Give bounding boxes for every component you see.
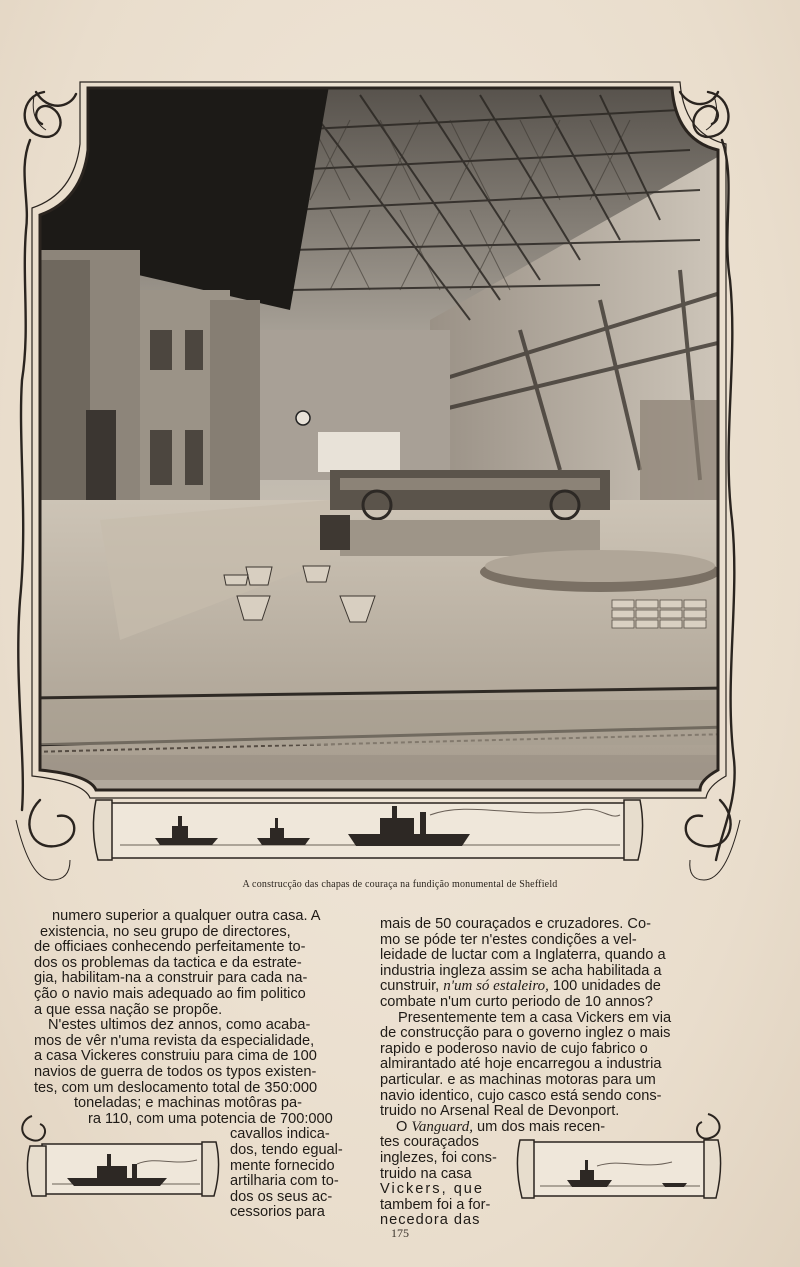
text-line: navios de guerra de todos os typos existen- [34, 1063, 317, 1080]
battleship-vignette-right [512, 1104, 732, 1204]
photo-caption: A construcção das chapas de couraça na fundição monumental de Sheffield [242, 879, 558, 890]
text-line: truido no Arsenal Real de Devonport. [380, 1103, 620, 1120]
foundry-interior-photo [30, 80, 730, 800]
text-line: numero superior a qualquer outra casa. A [52, 908, 321, 924]
text-line: a que essa nação se propõe. [34, 1001, 223, 1018]
text-line: tambem foi a for- [380, 1196, 491, 1213]
text-line: toneladas; e machinas motôras pa- [74, 1095, 302, 1112]
text-line: truido na casa [380, 1165, 472, 1182]
text-line: dos, tendo egual- [230, 1141, 343, 1158]
page-number: 175 [391, 1226, 409, 1240]
battleship-banner [93, 800, 642, 860]
text-line: de officiaes conhecendo perfeitamente to- [34, 939, 306, 956]
text-segment: 100 unidades de [548, 978, 661, 995]
text-line: cavallos indica- [230, 1126, 330, 1143]
text-line: necedora das [380, 1212, 481, 1229]
text-line: leidade de luctar com a Inglaterra, quando a [380, 947, 666, 964]
text-line: gia, habilitam-na a construir para cada na- [34, 970, 308, 987]
text-line: particular. e as machinas motoras para um [380, 1071, 656, 1088]
text-line: almirantado até hoje encarregou a industria [380, 1056, 662, 1073]
text-line: mais de 50 couraçados e cruzadores. Co- [380, 916, 651, 932]
text-line-with-italic [380, 979, 708, 995]
text-line: tes, com um deslocamento total de 350:000 [34, 1079, 318, 1096]
text-line: inglezes, foi cons- [380, 1149, 497, 1166]
text-line: N'estes ultimos dez annos, como acaba- [48, 1017, 311, 1034]
text-line: tes couraçados [380, 1134, 479, 1151]
text-line: navio identico, cujo casco está sendo cons- [380, 1087, 662, 1104]
text-line: ra 110, com uma potencia de 700:000 [88, 1110, 333, 1127]
text-line: a casa Vickeres construiu para cima de 100 [34, 1048, 317, 1065]
text-line: Vickers, que [380, 1181, 485, 1198]
text-line: ção o navio mais adequado ao fim politico [34, 985, 306, 1002]
text-line: dos os problemas da tactica e da estrate- [34, 954, 302, 971]
text-line: dos os seus ac- [230, 1188, 333, 1205]
battleship-vignette-left [12, 1106, 222, 1202]
text-line: rapido e poderoso navio de cujo fabrico o [380, 1040, 648, 1057]
text-line: Presentemente tem a casa Vickers em via [398, 1009, 672, 1026]
text-segment: O [396, 1118, 408, 1135]
text-line: industria ingleza assim se acha habilitada a [380, 962, 662, 979]
text-segment: um dos mais recen- [472, 1118, 606, 1135]
text-line: combate n'um curto periodo de 10 annos? [380, 993, 653, 1010]
text-line: mo se póde ter n'estes condições a vel- [380, 931, 637, 948]
text-line: artilharia com to- [230, 1173, 339, 1190]
text-line: de construcção para o governo inglez o mais [380, 1025, 671, 1042]
text-line: mos de vêr n'uma revista da especialidade, [34, 1032, 315, 1049]
italic-phrase: n'um só estaleiro, [443, 978, 549, 995]
text-line: cessorios para [230, 1204, 325, 1221]
text-line: mente fornecido [230, 1157, 335, 1174]
italic-phrase: Vanguard, [411, 1118, 473, 1135]
text-segment: cunstruir, [380, 978, 440, 995]
text-line: existencia, no seu grupo de directores, [40, 923, 291, 940]
